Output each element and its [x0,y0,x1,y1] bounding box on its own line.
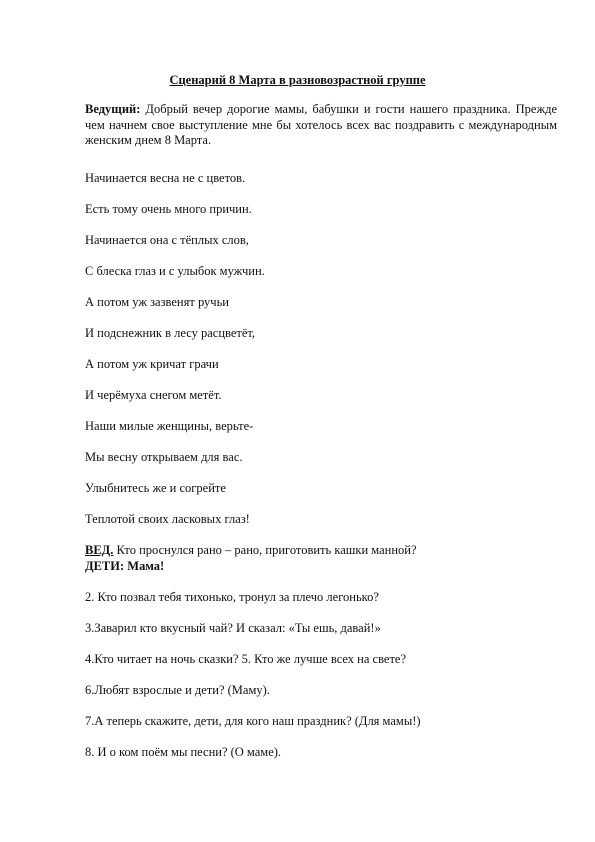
question-line: 8. И о ком поём мы песни? (О маме). [85,745,282,759]
poem-line: И черёмуха снегом метёт. [85,388,222,402]
poem-line: Наши милые женщины, верьте- [85,419,254,433]
ved-label: ВЕД. [85,543,114,557]
question-line: 7.А теперь скажите, дети, для кого наш праздник? (Для мамы!) [85,714,421,728]
question-line: 4.Кто читает на ночь сказки? 5. Кто же лучше всех на свете? [85,652,407,666]
question-line: 3.Заварил кто вкусный чай? И сказал: «Ты ешь, давай!» [85,621,381,635]
poem-line: Начинается весна не с цветов. [85,171,246,185]
poem-line: И подснежник в лесу расцветёт, [85,326,256,340]
poem-line: Теплотой своих ласковых глаз! [85,512,250,526]
poem-line: А потом уж зазвенят ручьи [85,295,229,309]
poem-line: Начинается она с тёплых слов, [85,233,249,247]
intro-text: Добрый вечер дорогие мамы, бабушки и гости нашего праздника. Прежде чем начнем свое выступление мне бы хотелось всех вас поздравить с международным женским днем 8 Марта. [85,102,557,147]
poem-line: А потом уж кричат грачи [85,357,219,371]
poem-line: Мы весну открываем для вас. [85,450,243,464]
intro-paragraph [85,102,557,149]
question-line: 6.Любят взрослые и дети? (Маму). [85,683,270,697]
ved-text: Кто проснулся рано – рано, приготовить кашки манной? [113,543,417,557]
intro-speaker: Ведущий: [85,102,141,116]
dialogue-children-line: ДЕТИ: Мама! [85,559,165,573]
dialogue-ved-line [85,543,417,558]
question-line: 2. Кто позвал тебя тихонько, тронул за плечо легонько? [85,590,379,604]
document-title: Сценарий 8 Марта в разновозрастной группе [169,73,426,87]
poem-line: Улыбнитесь же и согрейте [85,481,226,495]
poem-line: С блеска глаз и с улыбок мужчин. [85,264,265,278]
poem-line: Есть тому очень много причин. [85,202,252,216]
